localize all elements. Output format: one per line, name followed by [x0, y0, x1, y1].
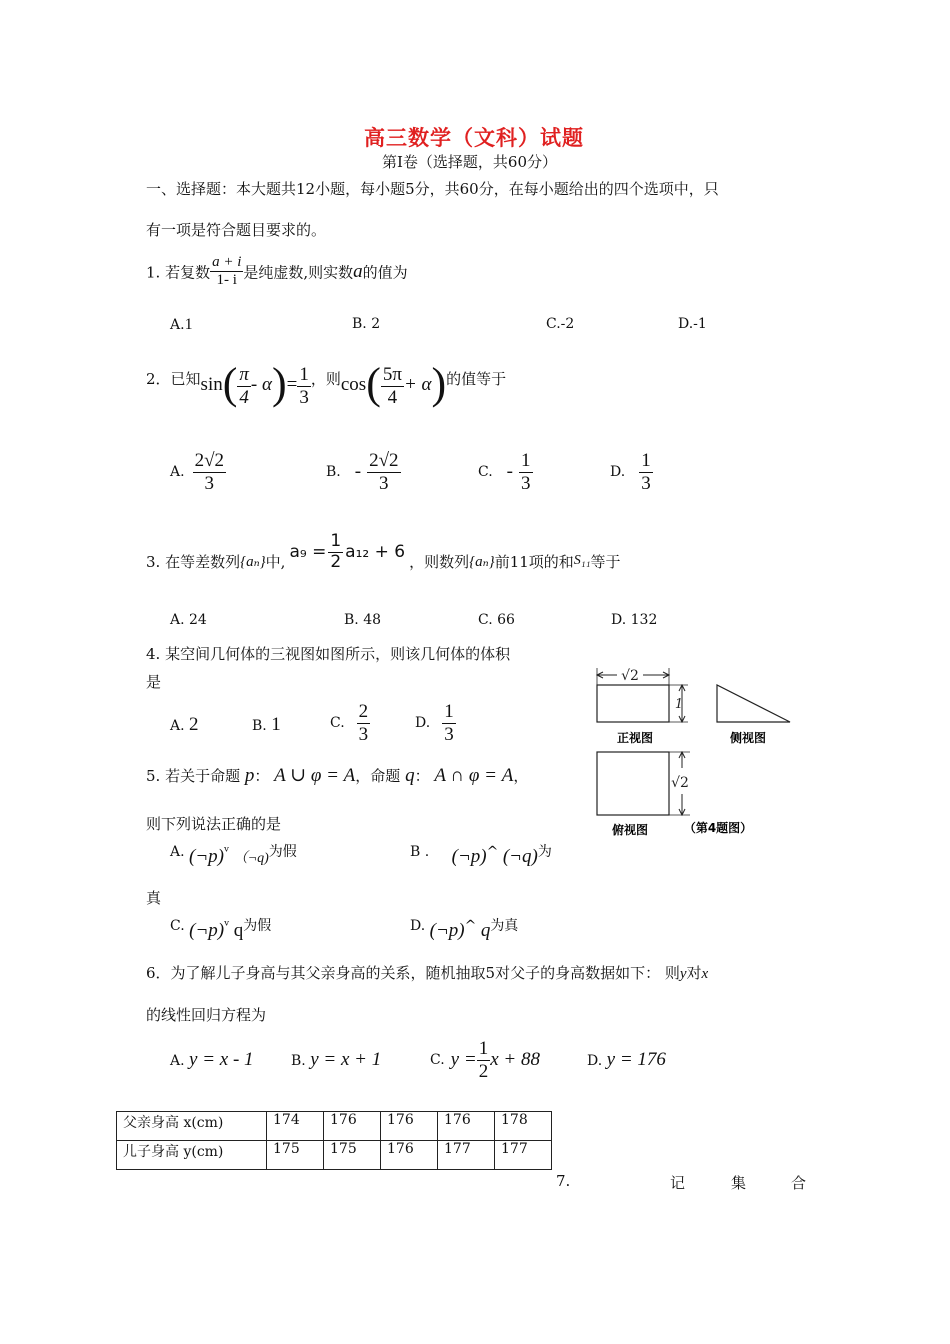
q2-eq: = [286, 374, 298, 395]
section-intro-line1: 一、选择题：本大题共12小题，每小题5分，共60分，在每小题给出的四个选项中，只 [146, 180, 719, 198]
question-1 [146, 254, 408, 290]
q2-suffix: 的值等于 [446, 370, 507, 388]
table-cell: 177 [438, 1141, 495, 1170]
page-subtitle: 第Ⅰ卷（选择题，共60分） [382, 153, 558, 171]
side-view-label: 侧视图 [729, 731, 767, 745]
q2-lparen2: ( [366, 359, 381, 408]
question-5: 5. 若关于命题 p： A ∪ φ = A，命题 q： A ∩ φ = A， [146, 765, 529, 786]
q4-option-d: D. $\frac{1}{3}$ [415, 701, 454, 745]
q4-option-a: A. 2 [170, 714, 199, 735]
q3-sum: S₁₁ [573, 553, 591, 569]
q4-option-b: B. 1 [252, 714, 281, 735]
table-cell: 176 [324, 1112, 381, 1141]
q2-option-c: C. - $\frac{1}{3}$ [478, 450, 531, 494]
q1-fraction [210, 254, 243, 290]
q2-rparen: ) [271, 359, 287, 408]
q6-option-d: D. y = 176 [587, 1049, 666, 1070]
q6-option-b: B. y = x + 1 [291, 1049, 382, 1070]
q1-option-b: B. 2 [352, 316, 381, 332]
q1-frac-den: 1- i [216, 272, 237, 289]
side-view-triangle [717, 685, 790, 722]
front-view-label: 正视图 [616, 731, 654, 745]
q2-minus-alpha: - α [250, 374, 272, 395]
figure-caption: （第4题图） [683, 821, 753, 835]
q3-equation: a₉ = $\frac{1}{2}$ a₁₂ + 6 [289, 531, 406, 572]
q1-prefix: 1. 若复数 [146, 263, 211, 282]
q1-mid: 是纯虚数,则实数 [243, 263, 354, 282]
front-dim-sqrt2: √2 [621, 668, 639, 684]
q5-line2: 则下列说法正确的是 [146, 815, 282, 833]
front-view-rect [597, 685, 669, 722]
table-cell: 174 [267, 1112, 324, 1141]
q5-option-b: B . (¬p)^ (¬q)为 [410, 844, 552, 867]
table-row [117, 1112, 552, 1141]
table-cell: 176 [381, 1141, 438, 1170]
q2-then: ，则 [310, 370, 341, 388]
top-dim-sqrt2: √2 [671, 775, 689, 791]
q2-frac3: $\frac{5\pi}{4}$ [382, 364, 402, 408]
q2-plus-alpha: + α [403, 374, 432, 395]
question-2 [146, 359, 507, 409]
table-cell: 175 [324, 1141, 381, 1170]
q7-word: 合 [791, 1174, 807, 1192]
table-row-header: 父亲身高 x(cm) [117, 1112, 267, 1141]
q2-prefix: 2．已知 [146, 370, 201, 388]
table-cell: 176 [381, 1112, 438, 1141]
q2-option-d: D. $\frac{1}{3}$ [610, 450, 651, 494]
table-cell: 175 [267, 1141, 324, 1170]
table-cell: 178 [495, 1112, 552, 1141]
q5-p-expr: A ∪ φ = A [274, 765, 356, 786]
q1-option-c: C.-2 [546, 316, 575, 332]
table-cell: 176 [438, 1112, 495, 1141]
q1-suffix: 的值为 [362, 263, 408, 282]
q1-option-a: A.1 [170, 316, 193, 333]
q5-q: q [405, 765, 415, 786]
question-3: 3. 在等差数列 {aₙ} 中, a₉ = $\frac{1}{2}$ a₁₂ + 6 ，则数列 {aₙ} 前11项的和 S₁₁ 等于 [146, 531, 621, 572]
q1-option-d: D.-1 [678, 316, 707, 332]
page-title: 高三数学（文科）试题 [364, 125, 584, 150]
q7-word: 记 [670, 1174, 686, 1192]
q6-option-c: C. y = $\frac{1}{2}$ x + 88 [430, 1038, 540, 1082]
height-data-table [116, 1111, 552, 1170]
q3-option-b: B. 48 [344, 612, 382, 628]
q2-cos: cos [340, 374, 367, 395]
q3-option-a: A. 24 [170, 612, 207, 628]
table-row [117, 1141, 552, 1170]
q3-option-c: C. 66 [478, 612, 515, 628]
q4-line1: 4. 某空间几何体的三视图如图所示，则该几何体的体积 [146, 645, 511, 663]
q5-q-expr: A ∩ φ = A [434, 765, 514, 786]
q4-three-view-figure [590, 660, 810, 840]
section-intro-line2: 有一项是符合题目要求的。 [146, 221, 327, 239]
q5-option-b-wrap: 真 [146, 889, 162, 907]
q2-lparen: ( [222, 359, 238, 408]
q4-line2: 是 [146, 673, 162, 691]
q5-p: p [244, 765, 255, 786]
q7-number: 7. [556, 1172, 571, 1190]
q5-option-c: C. (¬p)ᵛ q为假 [170, 918, 272, 941]
q6-line2: 的线性回归方程为 [146, 1006, 267, 1024]
q1-frac-num: a + i [210, 254, 243, 272]
q6-option-a: A. y = x - 1 [170, 1049, 254, 1070]
top-view-label: 俯视图 [611, 823, 649, 837]
table-row-header: 儿子身高 y(cm) [117, 1141, 267, 1170]
front-dim-1: 1 [674, 697, 684, 712]
q4-option-c: C. $\frac{2}{3}$ [330, 701, 369, 745]
q3-option-d: D. 132 [611, 612, 658, 628]
q2-frac1: $\frac{\pi}{4}$ [239, 364, 249, 408]
q5-option-d: D. (¬p)^ q为真 [410, 918, 519, 941]
q5-option-a: A. (¬p)ᵛ （¬q)为假 [170, 844, 297, 867]
q3-seq: {aₙ} [240, 553, 266, 570]
q1-var: a [353, 260, 363, 282]
q2-rparen2: ) [431, 359, 447, 408]
q2-sin: sin [200, 374, 223, 395]
table-cell: 177 [495, 1141, 552, 1170]
q7-word: 集 [731, 1174, 747, 1192]
q2-option-a: A. $\frac{2√2}{3}$ [170, 450, 224, 494]
top-view-rect [597, 752, 669, 815]
q6-line1: 6．为了解儿子身高与其父亲身高的关系，随机抽取5对父子的身高数据如下： 则y对x [146, 964, 709, 982]
q2-frac2: $\frac{1}{3}$ [299, 364, 309, 408]
q2-option-b: B. - $\frac{2√2}{3}$ [326, 450, 399, 494]
